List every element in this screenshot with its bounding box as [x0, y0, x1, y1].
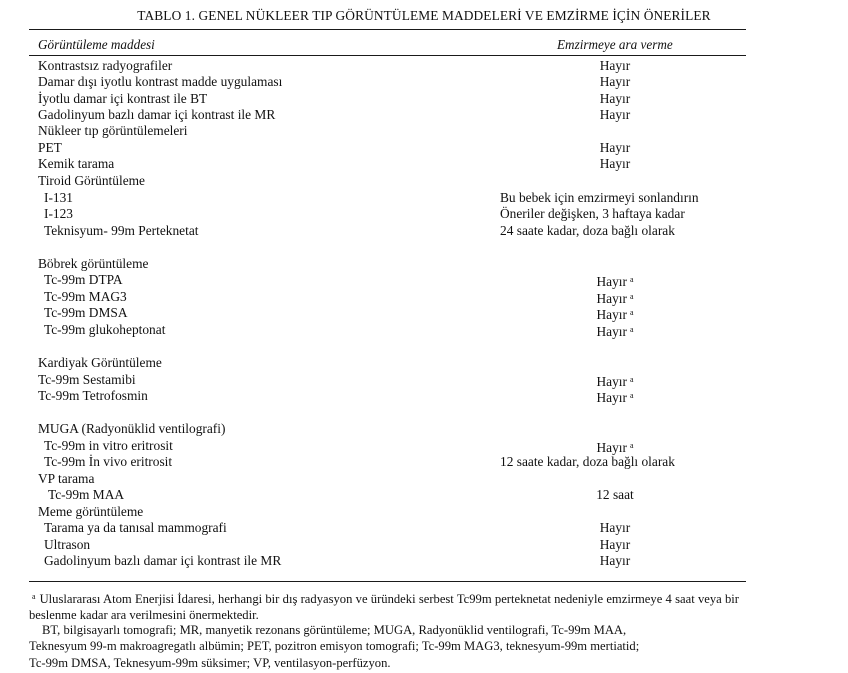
abbreviations-note [29, 622, 739, 671]
row-name: Kemik tarama [38, 156, 115, 171]
table-row [0, 74, 848, 90]
table-title: TABLO 1. GENEL NÜKLEER TIP GÖRÜNTÜLEME MADDELERİ VE EMZİRME İÇİN ÖNERİLER [137, 8, 711, 23]
row-name: Tarama ya da tanısal mammografi [44, 520, 227, 535]
abbreviations-line: BT, bilgisayarlı tomografi; MR, manyetik rezonans görüntüleme; MUGA, Radyonüklid ventilografi, Tc-99m MAA, [42, 623, 627, 637]
footnote-mark: a [629, 375, 634, 384]
table-row [0, 156, 848, 172]
row-name: Tc-99m Sestamibi [38, 372, 136, 387]
row-name: Gadolinyum bazlı damar içi kontrast ile MR [44, 553, 282, 568]
row-name: Damar dışı iyotlu kontrast madde uygulaması [38, 74, 283, 89]
section-heading: VP tarama [38, 471, 95, 486]
row-value: Hayır $^a$ [596, 374, 634, 389]
row-name: Tc-99m MAA [48, 487, 125, 502]
table-row [0, 487, 848, 503]
table-row-section [0, 256, 848, 272]
row-value: Hayır [599, 537, 631, 552]
row-value: Hayır [599, 74, 631, 89]
section-heading: Kardiyak Görüntüleme [38, 355, 162, 370]
row-value: Hayır [599, 58, 631, 73]
table-row [0, 223, 848, 239]
footnote-mark: a [629, 275, 634, 284]
footnote-mark: a [629, 292, 634, 301]
row-name: Kontrastsız radyografiler [38, 58, 173, 73]
column-header-recommendation: Emzirmeye ara verme [557, 37, 673, 52]
footnote-a [29, 589, 739, 624]
row-name: PET [38, 140, 62, 155]
row-name: İyotlu damar içi kontrast ile BT [38, 91, 208, 106]
row-value: Hayır $^a$ [596, 274, 634, 289]
row-name: Tc-99m in vitro eritrosit [44, 438, 173, 453]
row-name: Gadolinyum bazlı damar içi kontrast ile MR [38, 107, 276, 122]
footnote-mark: a [629, 325, 634, 334]
row-value: Hayır [599, 91, 631, 106]
table-row [0, 553, 848, 569]
table-row [0, 91, 848, 107]
section-heading: Tiroid Görüntüleme [38, 173, 146, 188]
title-rule [29, 29, 746, 30]
footnote-a-mark: a [32, 592, 36, 601]
section-heading: Meme görüntüleme [38, 504, 144, 519]
column-header-substance: Görüntüleme maddesi [38, 37, 155, 52]
row-value: Hayır [599, 553, 631, 568]
footnote-mark: a [629, 308, 634, 317]
row-name: Tc-99m İn vivo eritrosit [44, 454, 173, 469]
row-value: Hayır [599, 107, 631, 122]
footnote-mark: a [629, 391, 634, 400]
row-name: Tc-99m MAG3 [44, 289, 127, 304]
row-value: Bu bebek için emzirmeyi sonlandırın [500, 190, 699, 205]
row-value: 24 saate kadar, doza bağlı olarak [500, 223, 675, 238]
table-row [0, 520, 848, 536]
row-value: Hayır $^a$ [596, 291, 634, 306]
table-row [0, 140, 848, 156]
table-row [0, 537, 848, 553]
abbreviations-line: Teknesyum 99-m makroagregatlı albümin; PET, pozitron emisyon tomografi; Tc-99m MAG3, teknesyum-99m mertiatid; [29, 639, 640, 654]
table-row [0, 206, 848, 222]
row-name: Tc-99m DMSA [44, 305, 128, 320]
table-row [0, 438, 848, 454]
row-value: Öneriler değişken, 3 haftaya kadar [500, 206, 685, 221]
row-name: Tc-99m DTPA [44, 272, 123, 287]
table-row-section [0, 421, 848, 437]
row-name: Tc-99m glukoheptonat [44, 322, 166, 337]
header-rule [29, 55, 746, 56]
row-name: Ultrason [44, 537, 91, 552]
table-row [0, 58, 848, 74]
table-row [0, 388, 848, 404]
table-row [0, 305, 848, 321]
table-row-section [0, 504, 848, 520]
table-row [0, 190, 848, 206]
row-value: Hayır [599, 156, 631, 171]
section-heading: MUGA (Radyonüklid ventilografi) [38, 421, 226, 436]
row-value: Hayır $^a$ [596, 390, 634, 405]
table-row-section [0, 355, 848, 371]
row-name: I-123 [44, 206, 74, 221]
row-value: Hayır [599, 520, 631, 535]
table-row-section [0, 471, 848, 487]
table-row-section [0, 173, 848, 189]
table-row [0, 322, 848, 338]
table-row [0, 372, 848, 388]
table-row [0, 454, 848, 470]
row-value: Hayır [599, 140, 631, 155]
row-name: Tc-99m Tetrofosmin [38, 388, 148, 403]
table-row [0, 107, 848, 123]
section-heading: Böbrek görüntüleme [38, 256, 149, 271]
row-name: I-131 [44, 190, 74, 205]
table-bottom-rule [29, 581, 746, 582]
footnote-a-text: Uluslararası Atom Enerjisi İdaresi, herhangi bir dış radyasyon ve üründeki serbest Tc99m perteknetat nedeniyle emzirmeye 4 saat veya bir beslenme kadar ara verilmesini önermektedir. [29, 592, 739, 623]
row-name: Teknisyum- 99m Perteknetat [44, 223, 199, 238]
table-row-section [0, 123, 848, 139]
footnote-mark: a [629, 441, 634, 450]
row-value: 12 saate kadar, doza bağlı olarak [500, 454, 675, 469]
table-row [0, 289, 848, 305]
row-value: 12 saat [596, 487, 634, 502]
section-heading: Nükleer tıp görüntülemeleri [38, 123, 188, 138]
row-value: Hayır $^a$ [596, 307, 634, 322]
abbreviations-line: Tc-99m DMSA, Teknesyum-99m süksimer; VP, ventilasyon-perfüzyon. [29, 655, 391, 670]
table-row [0, 272, 848, 288]
row-value: Hayır $^a$ [596, 324, 634, 339]
row-value: Hayır $^a$ [596, 440, 634, 455]
